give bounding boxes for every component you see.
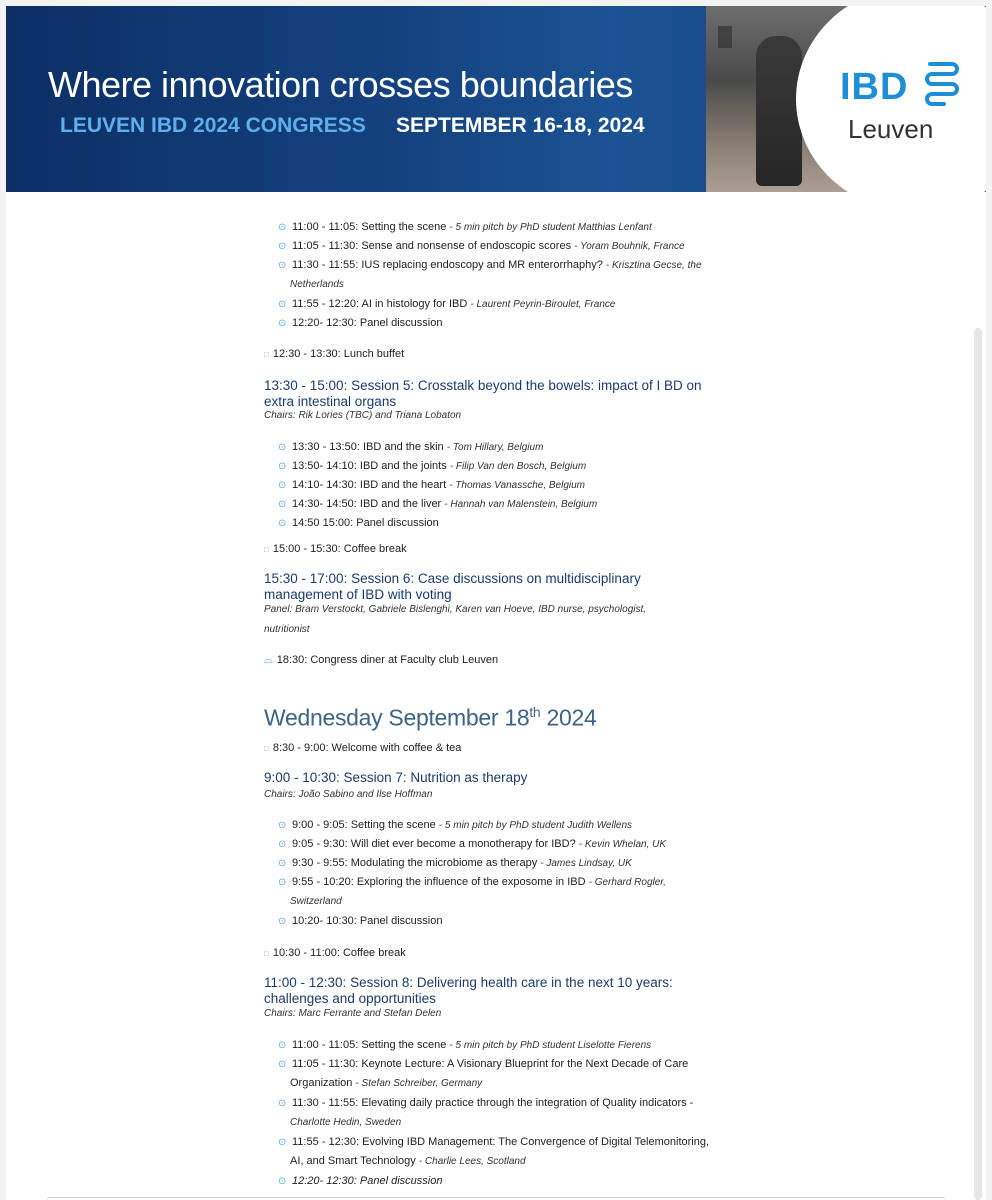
- circle-bullet-icon: ⊙: [278, 1137, 287, 1148]
- circle-bullet-icon: ⊙: [278, 916, 287, 927]
- item-title: Setting the scene: [350, 819, 436, 831]
- session-title-line: 13:30 - 15:00: Session 5: Crosstalk beyond the bowels: impact of I BD on: [264, 378, 702, 393]
- item-speaker-continued: Charlotte Hedin, Sweden: [290, 1117, 402, 1128]
- item-title: Panel discussion: [359, 915, 443, 927]
- agenda-item: [278, 1133, 709, 1152]
- item-time: 9:05 - 9:30:: [292, 838, 348, 850]
- circle-bullet-icon: ⊙: [278, 299, 287, 310]
- item-speaker: - Hannah van Malenstein, Belgium: [444, 499, 598, 510]
- item-title: Exploring the influence of the exposome in IBD: [356, 876, 586, 888]
- circle-bullet-icon: ⊙: [278, 442, 287, 453]
- item-speaker: - Stefan Schreiber, Germany: [355, 1078, 483, 1089]
- agenda-item: [278, 1055, 688, 1074]
- item-speaker: - Tom Hillary, Belgium: [446, 442, 544, 453]
- page-frame: [6, 6, 986, 1200]
- agenda-item: [278, 457, 586, 476]
- welcome-coffee: [264, 742, 461, 754]
- item-time: 13:50- 14:10:: [292, 460, 357, 472]
- agenda-item: [278, 438, 543, 457]
- item-time: 13:30 - 13:50:: [292, 441, 360, 453]
- session-title: [264, 378, 702, 410]
- item-title: Keynote Lecture: A Visionary Blueprint for the Next Decade of Care: [361, 1058, 689, 1070]
- item-title: Panel discussion: [356, 517, 439, 529]
- building-window: [718, 26, 732, 48]
- item-speaker: - Laurent Peyrin-Biroulet, France: [470, 299, 616, 310]
- session-title: 9:00 - 10:30: Session 7: Nutrition as therapy: [264, 770, 528, 785]
- item-title: Elevating daily practice through the integration of Quality indicators -: [361, 1097, 694, 1109]
- agenda-item: [278, 295, 615, 314]
- item-title: AI in histology for IBD: [361, 298, 468, 310]
- item-speaker: - Charlie Lees, Scotland: [418, 1156, 526, 1167]
- agenda-item: [278, 218, 652, 237]
- item-speaker-continued: Netherlands: [290, 279, 344, 290]
- item-time: 11:55 - 12:20:: [292, 298, 360, 310]
- banner-tagline: Where innovation crosses boundaries: [48, 64, 633, 105]
- agenda-item: [278, 237, 685, 256]
- item-title: Modulating the microbiome as therapy: [350, 857, 538, 869]
- agenda-item: [278, 854, 632, 873]
- item-speaker: - 5 min pitch by PhD student Matthias Lenfant: [449, 222, 652, 233]
- statue-figure: [756, 36, 802, 186]
- item-speaker: - Gerhard Rogler,: [588, 877, 666, 888]
- circle-bullet-icon: ⊙: [278, 518, 287, 529]
- item-time: 9:00 - 9:05:: [292, 819, 348, 831]
- circle-bullet-icon: ⊙: [278, 1059, 287, 1070]
- item-title-continued: AI, and Smart Technology: [290, 1155, 416, 1167]
- square-bullet-icon: □: [264, 545, 269, 554]
- coffee-break: [264, 947, 406, 959]
- lunch-text: 12:30 - 13:30: Lunch buffet: [272, 348, 405, 360]
- circle-bullet-icon: ⊙: [278, 499, 287, 510]
- item-time: 11:55 - 12:30:: [292, 1136, 360, 1148]
- coffee-text: 10:30 - 11:00: Coffee break: [272, 947, 406, 959]
- item-speaker-continued: Switzerland: [290, 896, 342, 907]
- session-title: [264, 975, 673, 1007]
- session-panel-continued: nutritionist: [264, 624, 310, 635]
- item-speaker: - James Lindsay, UK: [540, 858, 632, 869]
- dinner-bell-icon: ⌓: [264, 654, 273, 666]
- agenda-item: [278, 835, 666, 854]
- item-title-continued: Organization: [290, 1077, 353, 1089]
- item-speaker: - Thomas Vanassche, Belgium: [449, 480, 586, 491]
- circle-bullet-icon: ⊙: [278, 222, 287, 233]
- item-time: 12:20- 12:30:: [292, 317, 357, 329]
- agenda-item-continued: [290, 1152, 526, 1171]
- session-title-line: challenges and opportunities: [264, 991, 436, 1006]
- lunch-break: [264, 348, 404, 360]
- item-title: IUS replacing endoscopy and MR enterorrhaphy?: [361, 259, 603, 271]
- circle-bullet-icon: ⊙: [278, 1040, 287, 1051]
- item-title: Evolving IBD Management: The Convergence of Digital Telemonitoring,: [362, 1136, 710, 1148]
- circle-bullet-icon: ⊙: [278, 877, 287, 888]
- session-chairs: Chairs: João Sabino and Ilse Hoffman: [264, 789, 433, 800]
- item-time: 14:50 15:00:: [292, 517, 354, 529]
- day-heading-year: 2024: [546, 704, 597, 731]
- item-title: IBD and the liver: [359, 498, 442, 510]
- square-bullet-icon: □: [264, 744, 269, 753]
- item-speaker: - Yoram Bouhnik, France: [574, 241, 685, 252]
- item-time: 14:30- 14:50:: [292, 498, 357, 510]
- item-time: 10:20- 10:30:: [292, 915, 357, 927]
- circle-bullet-icon: ⊙: [278, 461, 287, 472]
- item-title: IBD and the skin: [362, 441, 444, 453]
- circle-bullet-icon: ⊙: [278, 480, 287, 491]
- circle-bullet-icon: ⊙: [278, 1176, 287, 1187]
- item-title: Will diet ever become a monotherapy for IBD?: [350, 838, 576, 850]
- agenda-item: [278, 816, 632, 835]
- session-title-line: 15:30 - 17:00: Session 6: Case discussions on multidisciplinary: [264, 571, 641, 586]
- item-title: Panel discussion: [359, 317, 443, 329]
- circle-bullet-icon: ⊙: [278, 260, 287, 271]
- coffee-text: 15:00 - 15:30: Coffee break: [272, 543, 407, 555]
- agenda-item-continued: [290, 1074, 482, 1093]
- agenda-item: [278, 476, 585, 495]
- coffee-break: [264, 543, 407, 555]
- agenda-item: [278, 1036, 651, 1055]
- agenda-item: [278, 256, 702, 275]
- circle-bullet-icon: ⊙: [278, 318, 287, 329]
- congress-banner: [6, 6, 986, 192]
- item-title: IBD and the heart: [359, 479, 447, 491]
- dinner-text: 18:30: Congress diner at Faculty club Leuven: [276, 654, 499, 666]
- item-time: 11:05 - 11:30:: [292, 240, 359, 252]
- agenda-item: [278, 873, 666, 892]
- item-time: 11:30 - 11:55:: [292, 1097, 359, 1109]
- logo-leuven-text: Leuven: [848, 114, 934, 144]
- item-title: Setting the scene: [361, 221, 447, 233]
- agenda-item: [278, 495, 597, 514]
- agenda-item: [278, 514, 439, 533]
- day-heading: [264, 704, 596, 732]
- circle-bullet-icon: ⊙: [278, 820, 287, 831]
- intestine-icon: [922, 58, 962, 112]
- welcome-text: 8:30 - 9:00: Welcome with coffee & tea: [272, 742, 462, 754]
- agenda-item: [278, 1094, 693, 1113]
- agenda-item: [278, 912, 442, 931]
- session-title-line: 11:00 - 12:30: Session 8: Delivering health care in the next 10 years:: [264, 975, 673, 990]
- item-time: 11:00 - 11:05:: [292, 1039, 359, 1051]
- item-speaker: - 5 min pitch by PhD student Judith Wellens: [438, 820, 633, 831]
- square-bullet-icon: □: [264, 949, 269, 958]
- congress-date: SEPTEMBER 16-18, 2024: [396, 114, 645, 137]
- circle-bullet-icon: ⊙: [278, 839, 287, 850]
- item-speaker: - Kevin Whelan, UK: [578, 839, 667, 850]
- circle-bullet-icon: ⊙: [278, 1098, 287, 1109]
- session-title-line: management of IBD with voting: [264, 587, 452, 602]
- circle-bullet-icon: ⊙: [278, 241, 287, 252]
- item-speaker: - Filip Van den Bosch, Belgium: [449, 461, 587, 472]
- session-title-line: extra intestinal organs: [264, 394, 397, 409]
- item-speaker: - Krisztina Gecse, the: [605, 260, 702, 271]
- logo-ibd-text: IBD: [840, 66, 909, 108]
- item-time: 11:00 - 11:05:: [292, 221, 359, 233]
- session-title: [264, 571, 641, 603]
- item-title: Panel discussion: [359, 1175, 443, 1187]
- day-heading-text: Wednesday September 18: [264, 704, 530, 731]
- item-time: 9:30 - 9:55:: [292, 857, 348, 869]
- day-heading-suffix: th: [529, 704, 541, 720]
- session-chairs: Chairs: Marc Ferrante and Stefan Delen: [264, 1008, 442, 1019]
- session-chairs: Chairs: Rik Lories (TBC) and Triana Lobaton: [264, 410, 462, 421]
- item-title: Sense and nonsense of endoscopic scores: [361, 240, 572, 252]
- item-title: IBD and the joints: [359, 460, 447, 472]
- item-time: 11:05 - 11:30:: [292, 1058, 359, 1070]
- item-time: 9:55 - 10:20:: [292, 876, 354, 888]
- item-title: Setting the scene: [361, 1039, 447, 1051]
- agenda-item: [278, 1172, 442, 1191]
- item-time: 12:20- 12:30:: [292, 1175, 357, 1187]
- item-speaker: - 5 min pitch by PhD student Liselotte Fierens: [449, 1040, 652, 1051]
- scrollbar[interactable]: [974, 328, 982, 1200]
- circle-bullet-icon: ⊙: [278, 858, 287, 869]
- item-time: 11:30 - 11:55:: [292, 259, 359, 271]
- item-time: 14:10- 14:30:: [292, 479, 357, 491]
- congress-dinner: [264, 654, 498, 667]
- congress-name: LEUVEN IBD 2024 CONGRESS: [60, 114, 366, 137]
- agenda-item: [278, 314, 442, 333]
- square-bullet-icon: □: [264, 350, 269, 359]
- session-panel: Panel: Bram Verstockt, Gabriele Bislenghi, Karen van Hoeve, IBD nurse, psychologist,: [264, 604, 647, 615]
